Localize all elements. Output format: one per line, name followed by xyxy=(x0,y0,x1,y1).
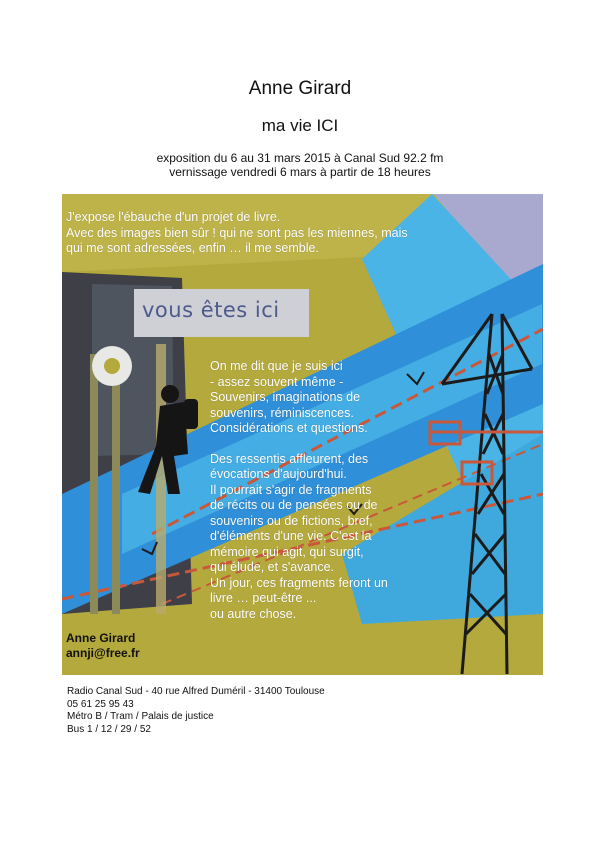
para2-line: Un jour, ces fragments feront un xyxy=(210,575,388,590)
intro-line: Avec des images bien sûr ! qui ne sont pas les miennes, mais xyxy=(66,225,408,240)
para2-line: évocations d'aujourd'hui. xyxy=(210,467,347,481)
artist-name: Anne Girard xyxy=(248,78,352,99)
para2-line: d'éléments d'une vie. C'est la xyxy=(210,529,372,543)
venue-address: Radio Canal Sud - 40 rue Alfred Duméril - 31400 Toulouse xyxy=(67,686,325,697)
venue-footer xyxy=(67,686,325,736)
para1-line: On me dit que je suis ici xyxy=(210,359,343,373)
para2-line: Il pourrait s'agir de fragments xyxy=(210,482,372,497)
para2-line: souvenirs ou de fictions, bref, xyxy=(210,513,373,528)
signature-name: Anne Girard xyxy=(66,631,136,645)
para1-line: Considérations et questions. xyxy=(210,421,368,435)
intro-line: J'expose l'ébauche d'un projet de livre. xyxy=(66,210,281,224)
venue-metro: Métro B / Tram / Palais de justice xyxy=(67,711,214,722)
para2-line: ou autre chose. xyxy=(210,606,297,621)
para1-line: souvenirs, réminiscences. xyxy=(210,405,354,420)
exhibition-info xyxy=(0,151,600,179)
poster-image xyxy=(62,194,543,675)
para2-line: livre … peut-être ... xyxy=(210,591,317,605)
para1-line: - assez souvent même - xyxy=(210,374,344,389)
intro-line: qui me sont adressées, enfin … il me semble. xyxy=(66,241,319,255)
poster-intro xyxy=(66,210,536,257)
exhibition-title: ma vie ICI xyxy=(261,116,339,135)
poster-main-text xyxy=(210,359,430,622)
para2-line: mémoire qui agit, qui surgit, xyxy=(210,544,364,559)
venue-bus: Bus 1 / 12 / 29 / 52 xyxy=(67,723,151,735)
signature-email: annji@free.fr xyxy=(66,646,140,660)
para2-line: Des ressentis affleurent, des xyxy=(210,451,369,466)
vous-etes-ici-label: vous êtes ici xyxy=(142,298,280,322)
para2-line: qui élude, et s'avance. xyxy=(210,560,334,574)
para1-line: Souvenirs, imaginations de xyxy=(210,390,361,404)
opening-info: vernissage vendredi 6 mars à partir de 18 heures xyxy=(169,165,431,179)
venue-phone: 05 61 25 95 43 xyxy=(67,698,134,710)
para2-line: de récits ou de pensées ou de xyxy=(210,498,378,512)
poster-signature xyxy=(66,631,140,661)
exhibition-dates: exposition du 6 au 31 mars 2015 à Canal Sud 92.2 fm xyxy=(156,151,444,165)
